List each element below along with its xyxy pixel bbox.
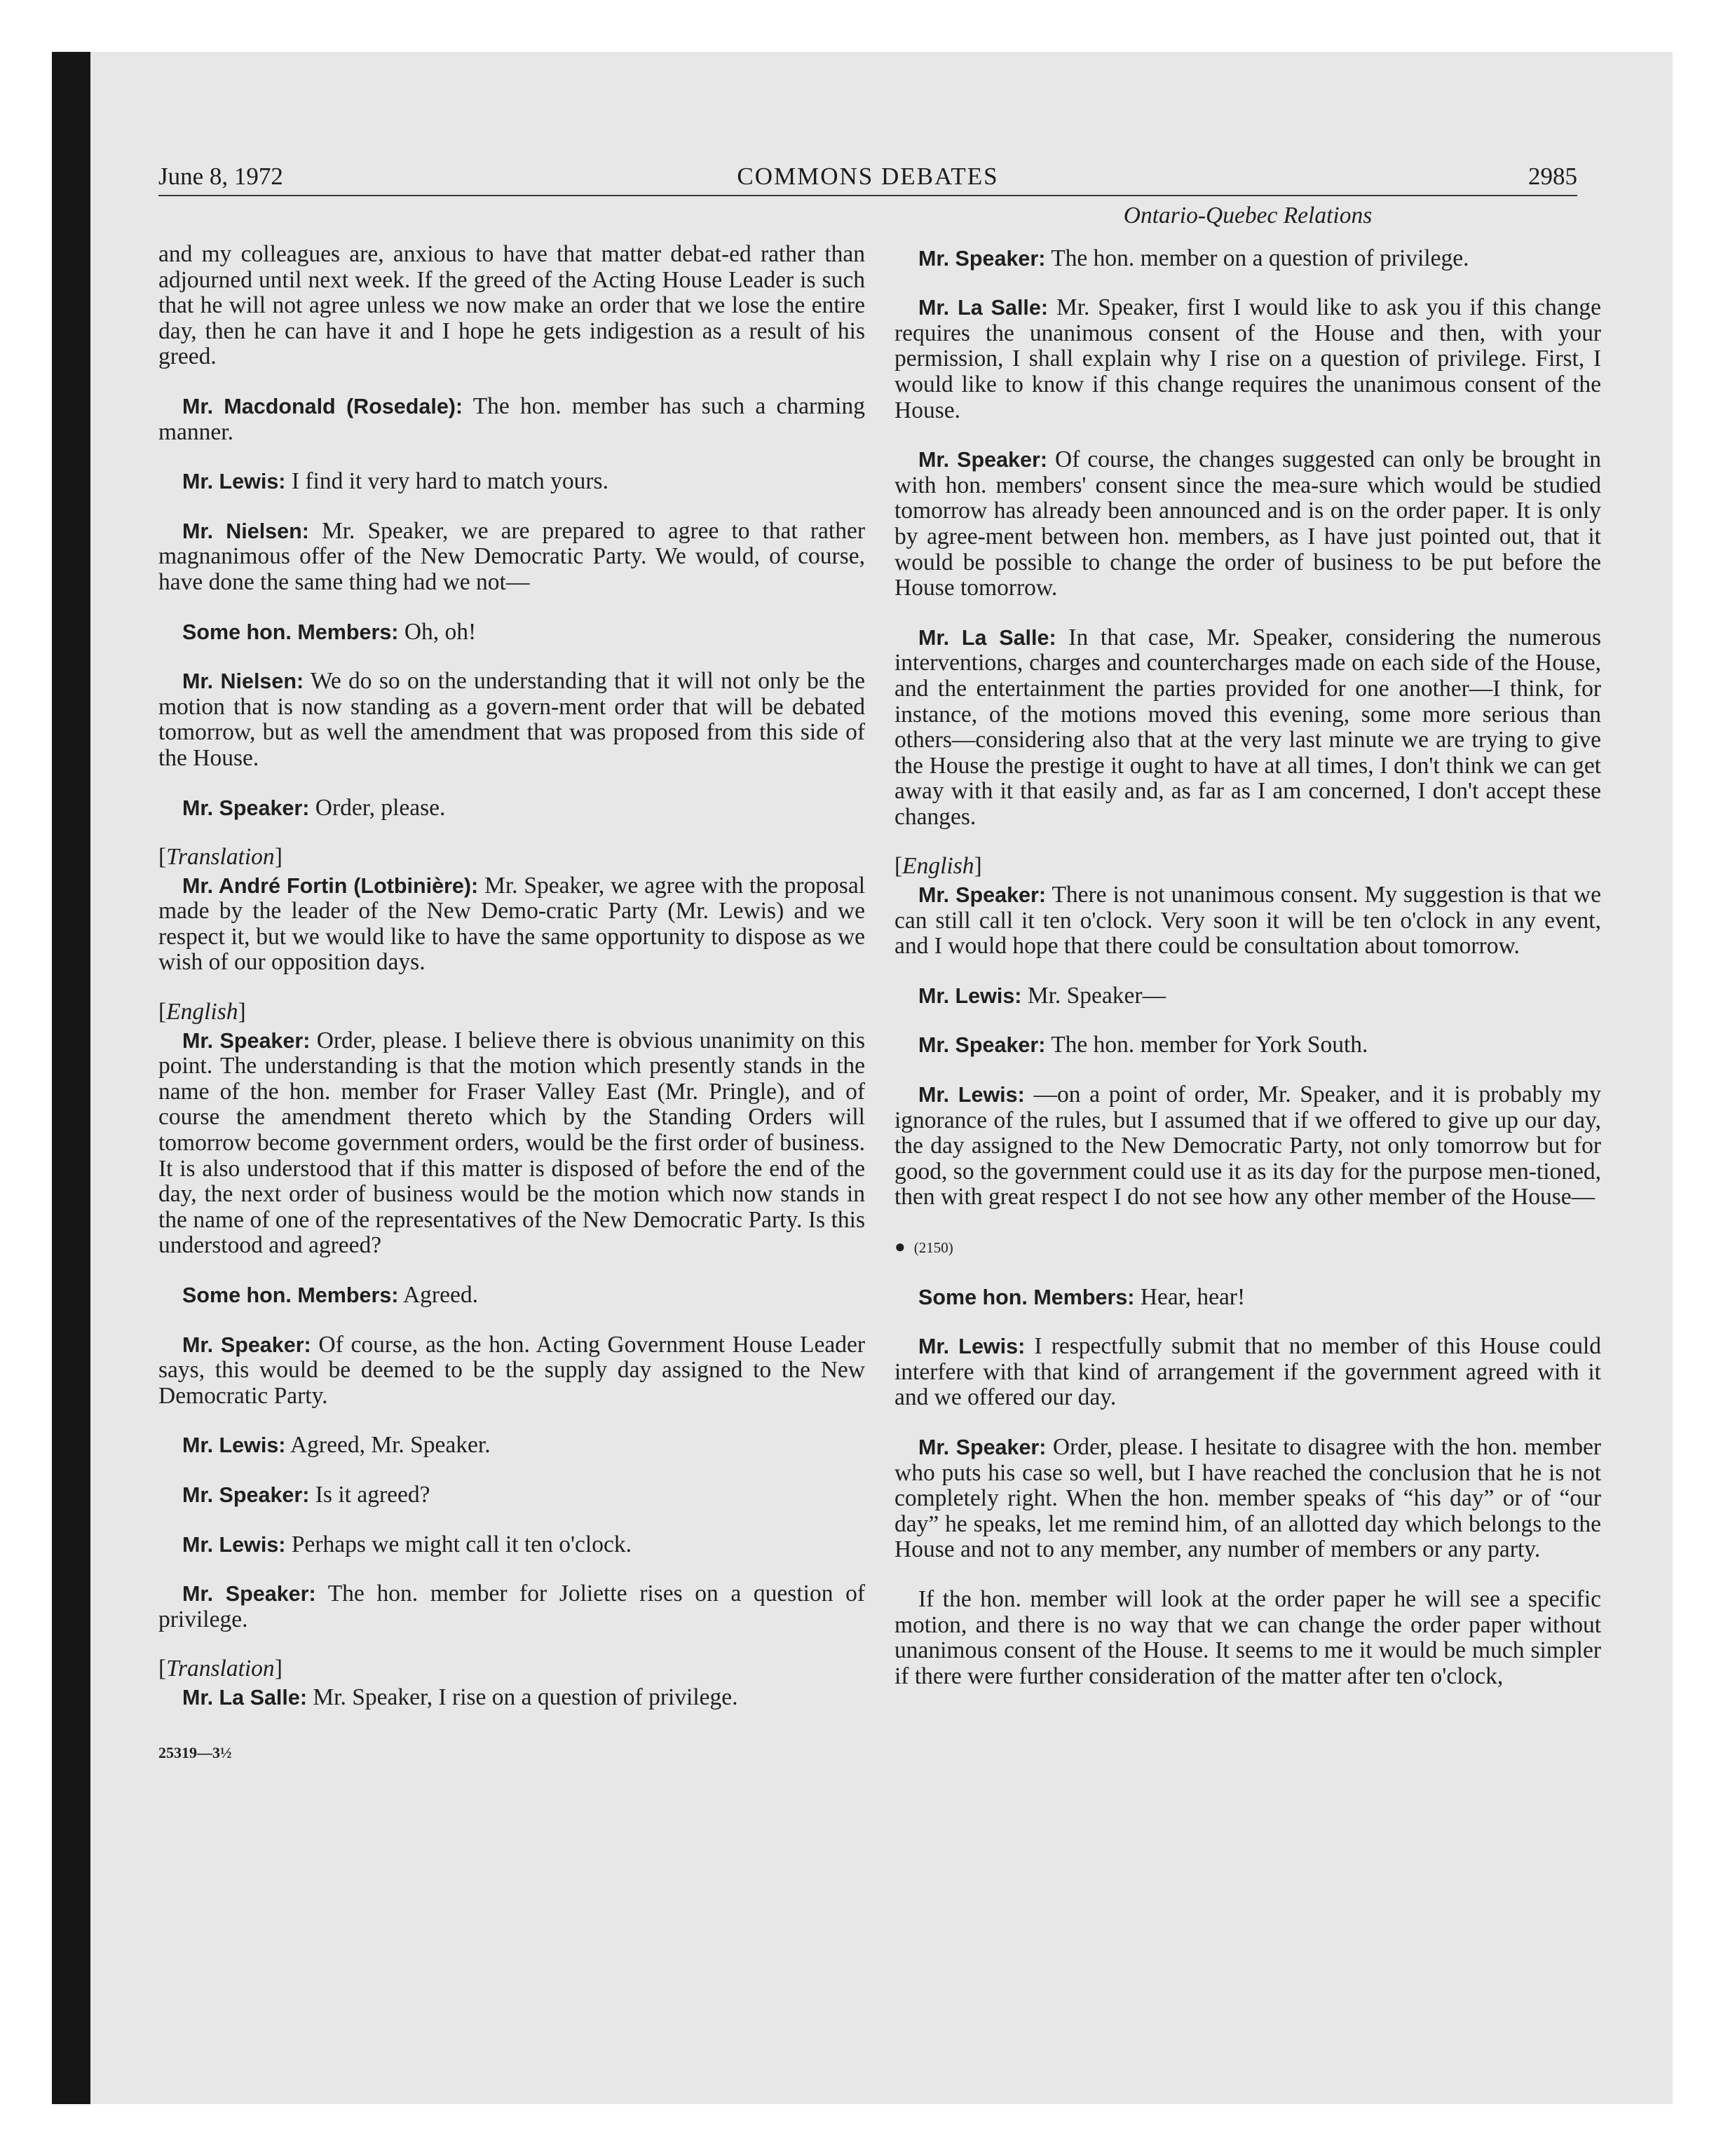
debate-paragraph <box>158 669 865 771</box>
debate-paragraph <box>894 983 1601 1009</box>
header-title: COMMONS DEBATES <box>737 163 999 190</box>
speaker-name: Mr. Speaker: <box>182 1028 311 1053</box>
speech-text: I find it very hard to match yours. <box>291 468 608 495</box>
speech-text: Hear, hear! <box>1140 1283 1246 1310</box>
speaker-name: Mr. Nielsen: <box>182 669 304 694</box>
debate-paragraph <box>894 1285 1601 1311</box>
speaker-name: Some hon. Members: <box>182 1283 399 1307</box>
header-date: June 8, 1972 <box>158 163 283 190</box>
debate-paragraph <box>158 1433 865 1459</box>
debate-paragraph <box>158 1028 865 1259</box>
speech-text: Mr. Speaker, first I would like to ask you if this change requires the unanimous consent of the House and then, with your permission, I shall explain why I rise on a question of privilege. First, I would like to know if this change requires the unanimous consent of the House. <box>894 294 1602 423</box>
speech-text: The hon. member for York South. <box>1051 1032 1368 1058</box>
debate-paragraph <box>158 1581 865 1632</box>
language-note-text: English <box>166 999 238 1025</box>
language-note-text: Translation <box>166 1656 275 1682</box>
speaker-name: Mr. La Salle: <box>918 296 1049 320</box>
speaker-name: Mr. Speaker: <box>182 1332 311 1357</box>
speaker-name: Mr. Speaker: <box>918 1435 1047 1459</box>
debate-paragraph <box>894 246 1601 272</box>
debate-paragraph <box>894 295 1601 423</box>
debate-paragraph <box>894 1082 1601 1210</box>
speaker-name: Mr. Speaker: <box>182 1582 316 1606</box>
speech-text: and my colleagues are, anxious to have that matter debat-ed rather than adjourned until next week. If the greed of the Acting House Leader is such that he will not agree unless we now make an order that we lose the entire day, then he can have it and I hope he gets indigestion as a result of his greed. <box>158 241 865 370</box>
speech-text: If the hon. member will look at the order paper he will see a specific motion, and there is no way that we can change the order paper without unanimous consent of the House. It seems to me it would be much simpler if there were further consideration of the matter after ten o'clock, <box>894 1585 1601 1689</box>
speaker-name: Some hon. Members: <box>182 620 399 644</box>
speaker-name: Mr. Lewis: <box>182 1433 286 1458</box>
speech-text: Order, please. I believe there is obvious unanimity on this point. The understanding is that the motion which presently stands in the name of the hon. member for Fraser Valley East (Mr. Pringle), and of course the amendment thereto which by the Standing Orders will tomorrow become government orders, would be the first order of business. It is also understood that if this matter is disposed of before the end of the day, the next order of business would be the motion which now stands in the name of one of the representatives of the New Democratic Party. Is this understood and agreed? <box>158 1027 865 1259</box>
right-column <box>894 203 1601 1713</box>
language-note: [English] <box>158 999 246 1025</box>
debate-paragraph <box>158 1332 865 1410</box>
speech-text: Order, please. <box>315 794 446 821</box>
speaker-name: Mr. La Salle: <box>182 1685 307 1710</box>
speaker-name: Mr. La Salle: <box>918 625 1056 650</box>
speaker-name: Mr. Speaker: <box>918 1033 1046 1058</box>
speaker-name: Mr. Lewis: <box>918 1083 1025 1107</box>
speaker-name: Mr. Lewis: <box>182 470 286 494</box>
speaker-name: Mr. Lewis: <box>918 1335 1026 1359</box>
debate-paragraph <box>894 1334 1601 1411</box>
speech-text: We do so on the understanding that it will not only be the motion that is now standing as a govern-ment order that will be debated tomorrow, but as well the amendment that was proposed from this side of the House. <box>158 668 866 771</box>
debate-paragraph <box>158 242 865 370</box>
speech-text: Of course, as the hon. Acting Government House Leader says, this would be deemed to be the supply day assigned to the New Democratic Party. <box>158 1331 865 1409</box>
header-page-number: 2985 <box>1528 163 1577 190</box>
debate-paragraph <box>158 1482 865 1508</box>
speech-text: I respectfully submit that no member of this House could interfere with that kind of arrangement if the government agreed with it and we offered our day. <box>894 1333 1602 1411</box>
speech-text: Agreed. <box>402 1282 478 1308</box>
speaker-name: Some hon. Members: <box>918 1285 1135 1309</box>
language-note-text: English <box>902 853 974 880</box>
debate-paragraph <box>158 1532 865 1558</box>
speech-text: Perhaps we might call it ten o'clock. <box>291 1531 632 1557</box>
speech-text: Oh, oh! <box>404 618 477 645</box>
speaker-name: Mr. Speaker: <box>918 448 1048 472</box>
speech-text: There is not unanimous consent. My suggestion is that we can still call it ten o'clock. Very soon it will be ten o'clock in any event, and I would hope that there could be consultation about tomorrow. <box>894 882 1601 960</box>
speech-text: Of course, the changes suggested can only be brought in with hon. members' consent since the mea-sure which would be studied tomorrow has already been announced and is on the order paper. It is only by agree-ment between hon. members, as I have just pointed out, that it would be possible to change the order of business to be put before the House tomorrow. <box>894 446 1601 601</box>
printer-footnote: 25319—3½ <box>158 1743 232 1761</box>
speaker-name: Mr. Lewis: <box>182 1532 286 1557</box>
debate-paragraph <box>158 796 865 821</box>
debate-paragraph <box>158 1685 865 1711</box>
bullet-icon: ● <box>894 1236 906 1257</box>
debate-paragraph <box>158 873 865 976</box>
debate-paragraph <box>158 620 865 646</box>
speaker-name: Mr. Speaker: <box>918 246 1046 271</box>
speaker-name: Mr. Lewis: <box>918 983 1022 1008</box>
speech-text: The hon. member on a question of privilege. <box>1051 245 1469 271</box>
language-note: [Translation] <box>158 844 283 871</box>
debate-paragraph <box>894 882 1601 960</box>
debate-paragraph <box>894 1032 1601 1058</box>
section-title: Ontario-Quebec Relations <box>1123 203 1373 228</box>
language-note: [English] <box>894 853 982 880</box>
page-header <box>158 154 1577 196</box>
debate-paragraph <box>894 1587 1601 1689</box>
debate-paragraph <box>158 469 865 495</box>
speaker-name: Mr. André Fortin (Lotbinière): <box>182 873 479 898</box>
speaker-name: Mr. Macdonald (Rosedale): <box>182 394 463 418</box>
speech-text: The hon. member for Joliette rises on a question of privilege. <box>158 1581 865 1632</box>
language-note: [Translation] <box>158 1656 283 1682</box>
debate-paragraph <box>158 394 865 445</box>
debate-paragraph <box>894 625 1601 831</box>
speech-text: The hon. member has such a charming manner. <box>158 393 865 445</box>
speaker-name: Mr. Speaker: <box>918 883 1047 908</box>
speech-text: Order, please. I hesitate to disagree with the hon. member who puts his case so well, but I have reached the conclusion that he is not completely right. When the hon. member speaks of “his day” or of “our day” he speaks, let me remind him, of an allotted day which belongs to the House and not to any member, any number of members or any party. <box>894 1433 1601 1563</box>
speaker-name: Mr. Speaker: <box>182 1482 310 1507</box>
speech-text: Mr. Speaker, we are prepared to agree to that rather magnanimous offer of the New Democratic Party. We would, of course, have done the same thing had we not— <box>158 517 865 595</box>
time-marker-text: (2150) <box>913 1239 953 1256</box>
binding-edge <box>52 52 90 2104</box>
language-note-text: Translation <box>166 844 275 871</box>
debate-paragraph <box>158 519 865 596</box>
speech-text: Mr. Speaker, we agree with the proposal made by the leader of the New Demo-cratic Party (Mr. Lewis) and we respect it, but we would like to have the same opportunity to dispose as we wish of our opposition days. <box>158 872 866 976</box>
speech-text: Mr. Speaker, I rise on a question of privilege. <box>313 1684 738 1710</box>
speech-text: In that case, Mr. Speaker, considering the numerous interventions, charges and countercharges made on each side of the House, and the entertainment the parties provided for one another—I think, for instance, of the motions moved this evening, some more serious than others—considering also that at the very last minute we are trying to give the House the prestige it ought to have at all times, I don't think we can get away with it that easily and, as far as I am concerned, I don't accept these changes. <box>894 624 1601 830</box>
left-column <box>158 242 865 1766</box>
debate-paragraph <box>894 447 1601 601</box>
speaker-name: Mr. Speaker: <box>182 796 310 820</box>
debate-paragraph <box>894 1435 1601 1563</box>
speech-text: Is it agreed? <box>315 1481 430 1508</box>
speaker-name: Mr. Nielsen: <box>182 519 309 543</box>
debate-paragraph <box>158 1283 865 1309</box>
speech-text: Agreed, Mr. Speaker. <box>290 1432 491 1459</box>
speech-text: —on a point of order, Mr. Speaker, and it is probably my ignorance of the rules, but I assumed that if we offered to give up our day, the day assigned to the New Democratic Party, not only tomorrow but for good, so the government could use it as its day for the purpose men-tioned, then with great respect I do not see how any other member of the House— <box>894 1082 1602 1210</box>
time-marker <box>894 1234 1601 1261</box>
speech-text: Mr. Speaker— <box>1027 982 1166 1009</box>
